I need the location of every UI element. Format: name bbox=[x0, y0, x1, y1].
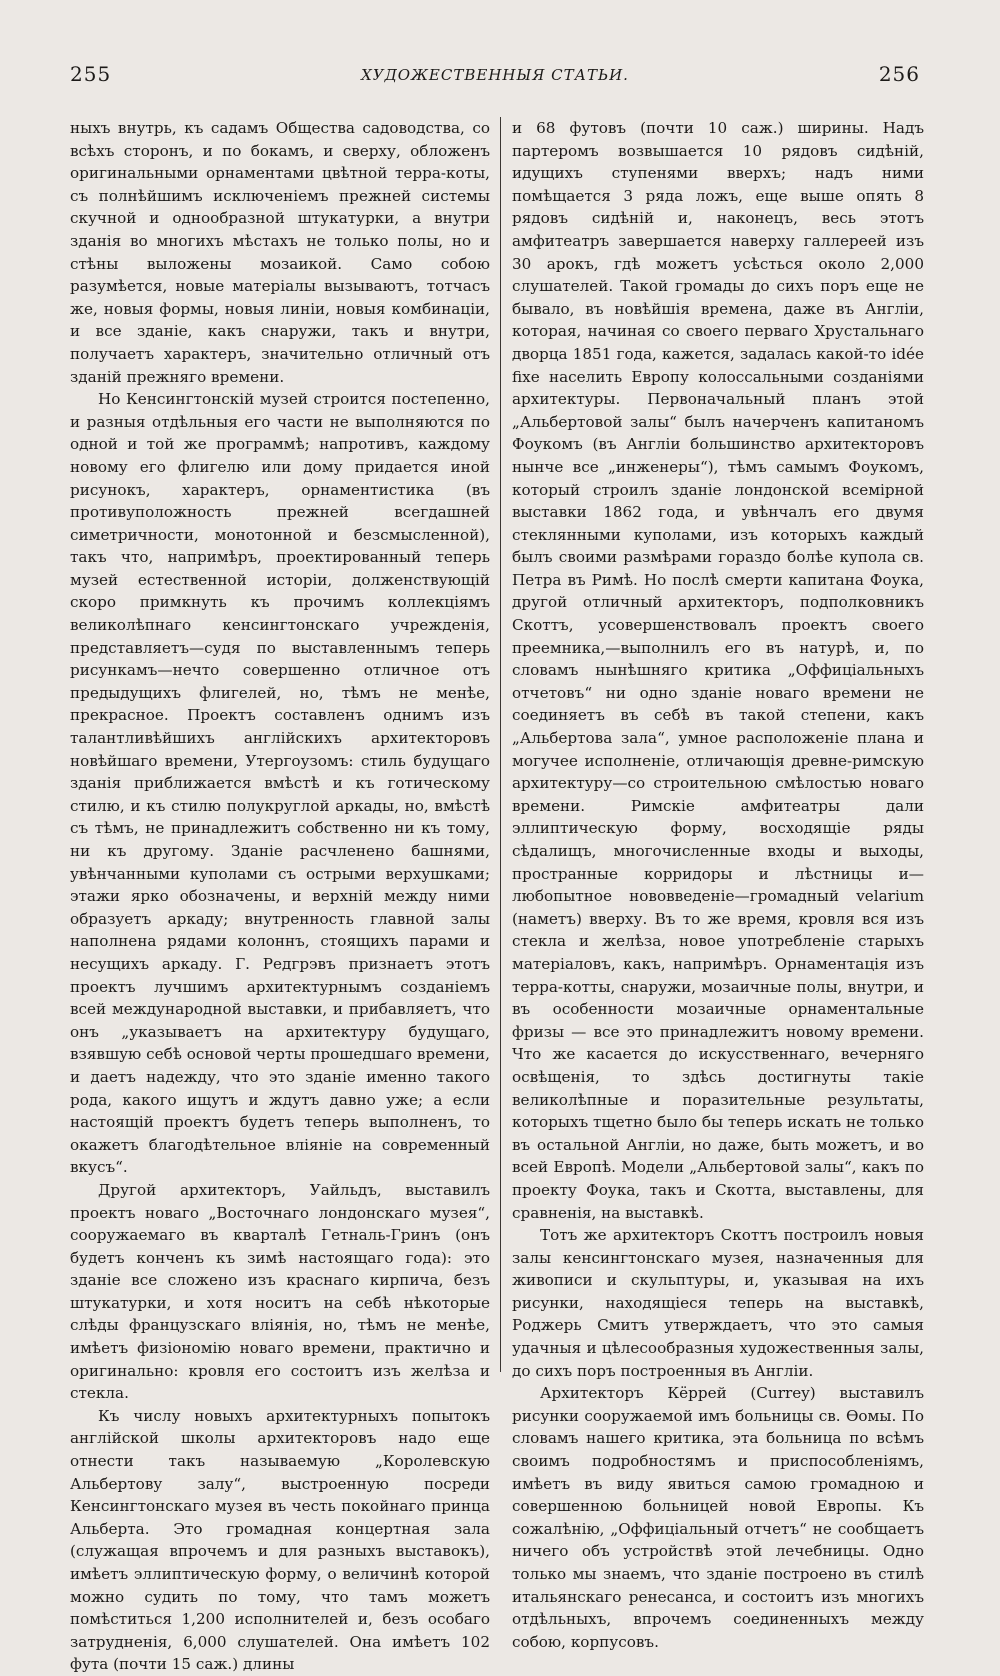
column-divider bbox=[500, 117, 501, 1372]
paragraph: Другой архитекторъ, Уайльдъ, выставилъ проектъ новаго „Восточнаго лондонскаго музея“, сооружаемаго въ кварталѣ Гетналь-Гринъ (онъ будетъ конченъ къ зимѣ настоящаго года): это зданіе все сложено изъ краснаго кирпича, безъ штукатурки, и хотя носитъ на себѣ нѣкоторые слѣды французскаго вліянія, но, тѣмъ не менѣе, имѣетъ физіономію новаго времени, практично и оригинально: кровля его состоитъ изъ желѣза и стекла. bbox=[70, 1180, 490, 1403]
page-number-left: 255 bbox=[70, 62, 112, 86]
paragraph: и 68 футовъ (почти 10 саж.) ширины. Надъ партеромъ возвышается 10 рядовъ сидѣній, идущихъ ступенями вверхъ; надъ ними помѣщается 3 ряда ложъ, еще выше опять 8 рядовъ сидѣній и, наконецъ, весь этотъ амфитеатръ завершается наверху галлереей изъ 30 арокъ, гдѣ можетъ усѣсться около 2,000 слушателей. Такой громады до сихъ поръ еще не бывало, въ новѣйшія времена, даже въ Англіи, которая, начиная со своего перваго Хрустальнаго дворца 1851 года, кажется, задалась какой-то idée fixe населить Европу колоссальными созданіями архитектуры. Первоначальный планъ этой „Альбертовой залы“ былъ начерченъ капитаномъ Фоукомъ (въ Англіи большинство архитекторовъ нынче все „инженеры“), тѣмъ самымъ Фоукомъ, который строилъ зданіе лондонской всемірной выставки 1862 года, и увѣнчалъ его двумя стеклянными куполами, изъ которыхъ каждый былъ своими размѣрами гораздо болѣе купола св. Петра въ Римѣ. Но послѣ смерти капитана Фоука, другой отличный архитекторъ, подполковникъ Скоттъ, усовершенствовалъ проектъ своего преемника,—выполнилъ его въ натурѣ, и, по словамъ нынѣшняго критика „Оффиціальныхъ отчетовъ“ ни одно зданіе новаго времени не соединяетъ въ себѣ въ такой степени, какъ „Альбертова зала“, умное расположеніе плана и могучее исполненіе, отличающія древне-римскую архитектуру—со строительною смѣлостью новаго времени. Римскіе амфитеатры дали эллиптическую форму, восходящіе ряды сѣдалищъ, многочисленные входы и выходы, пространные корридоры и лѣстницы и—любопытное нововведеніе—громадный velarium (наметъ) вверху. Въ то же время, кровля вся изъ стекла и желѣза, новое употребленіе старыхъ матеріаловъ, какъ, напримѣръ. Орнаментація изъ терра-котты, снаружи, мозаичные полы, внутри, и въ особенности мозаичные орнаментальные фризы — все это принадлежитъ новому времени. Что же касается до искусственнаго, вечерняго освѣщенія, то здѣсь достигнуты такіе великолѣпные и поразительные результаты, которыхъ тщетно было бы теперь искать не только въ остальной Англіи, но даже, быть можетъ, и во всей Европѣ. Модели „Альбертовой залы“, какъ по проекту Фоука, такъ и Скотта, выставлены, для сравненія, на выставкѣ. bbox=[512, 119, 924, 1222]
paragraph: Къ числу новыхъ архитектурныхъ попытокъ англійской школы архитекторовъ надо еще отнести такъ называемую „Королевскую Альбертову залу“, выстроенную посреди Кенсингтонскаго музея въ честь покойнаго принца Альберта. Это громадная концертная зала (служащая впрочемъ и для разныхъ выставокъ), имѣетъ эллиптическую форму, о величинѣ которой можно судить по тому, что тамъ можетъ помѣститься 1,200 исполнителей и, безъ особаго затрудненія, 6,000 слушателей. Она имѣетъ 102 фута (почти 15 саж.) длины bbox=[70, 1406, 490, 1674]
left-column bbox=[70, 117, 491, 1674]
right-column bbox=[512, 117, 924, 1651]
paragraph: Но Кенсингтонскій музей строится постепенно, и разныя отдѣльныя его части не выполняются по одной и той же программѣ; напротивъ, каждому новому его флигелю или дому придается иной рисунокъ, характеръ, орнаментистика (въ противуположность прежней всегдашней симетричности, монотонной и безсмысленной), такъ что, напримѣръ, проектированный теперь музей естественной исторіи, долженствующій скоро примкнуть къ прочимъ коллекціямъ великолѣпнаго кенсингтонскаго учрежденія, представляетъ—судя по выставленнымъ теперь рисункамъ—нечто совершенно отличное отъ предыдущихъ флигелей, но, тѣмъ не менѣе, прекрасное. Проектъ составленъ однимъ изъ талантливѣйшихъ англійскихъ архитекторовъ новѣйшаго времени, Утергоузомъ: стиль будущаго зданія приближается вмѣстѣ и къ готическому стилю, и къ стилю полукруглой аркады, но, вмѣстѣ съ тѣмъ, не принадлежитъ собственно ни къ тому, ни къ другому. Зданіе расчленено башнями, увѣнчанными куполами съ острыми верхушками; этажи ярко обозначены, и верхній между ними образуетъ аркаду; внутренность главной залы наполнена рядами колоннъ, стоящихъ парами и несущихъ аркаду. Г. Редгрэвъ признаетъ этотъ проектъ лучшимъ архитектурнымъ созданіемъ всей международной выставки, и прибавляетъ, что онъ „указываетъ на архитектуру будущаго, взявшую себѣ основой черты прошедшаго времени, и даетъ надежду, что это зданіе именно такого рода, какого ищутъ и ждутъ давно уже; а если настоящій проектъ будетъ теперь выполненъ, то окажетъ благодѣтельное вліяніе на современный вкусъ“. bbox=[70, 390, 491, 1177]
page-number-right: 256 bbox=[878, 62, 920, 86]
paragraph: Тотъ же архитекторъ Скоттъ построилъ новыя залы кенсингтонскаго музея, назначенныя для живописи и скульптуры, и, указывая на ихъ рисунки, находящіеся теперь на выставкѣ, Роджерь Смитъ утверждаетъ, что это самыя удачныя и цѣлесообразныя художественныя залы, до сихъ поръ построенныя въ Англіи. bbox=[512, 1226, 924, 1380]
paragraph: ныхъ внутрь, къ садамъ Общества садоводства, со всѣхъ сторонъ, и по бокамъ, и сверху, обложенъ оригинальными орнаментами цвѣтной терра-коты, съ полнѣйшимъ исключеніемъ прежней системы скучной и однообразной штукатурки, а внутри зданія во многихъ мѣстахъ не только полы, но и стѣны выложены мозаикой. Само собою разумѣется, новые матеріалы вызываютъ, тотчасъ же, новыя формы, новыя линіи, новыя комбинаціи, и все зданіе, какъ снаружи, такъ и внутри, получаетъ характеръ, значительно отличный отъ зданій прежняго времени. bbox=[70, 119, 490, 386]
paragraph: Архитекторъ Кёррей (Currey) выставилъ рисунки сооружаемой имъ больницы св. Ѳомы. По словамъ нашего критика, эта больница по всѣмъ своимъ подробностямъ и приспособленіямъ, имѣетъ въ виду явиться самою громадною и совершенною больницей новой Европы. Къ сожалѣнію, „Оффиціальный отчетъ“ не сообщаетъ ничего объ устройствѣ этой лечебницы. Одно только мы знаемъ, что зданіе построено въ стилѣ итальянскаго ренесанса, и состоитъ изъ многихъ отдѣльныхъ, впрочемъ соединенныхъ между собою, корпусовъ. bbox=[512, 1384, 924, 1651]
running-title: ХУДОЖЕСТВЕННЫЯ СТАТЬИ. bbox=[361, 66, 629, 84]
page-header bbox=[70, 62, 920, 92]
